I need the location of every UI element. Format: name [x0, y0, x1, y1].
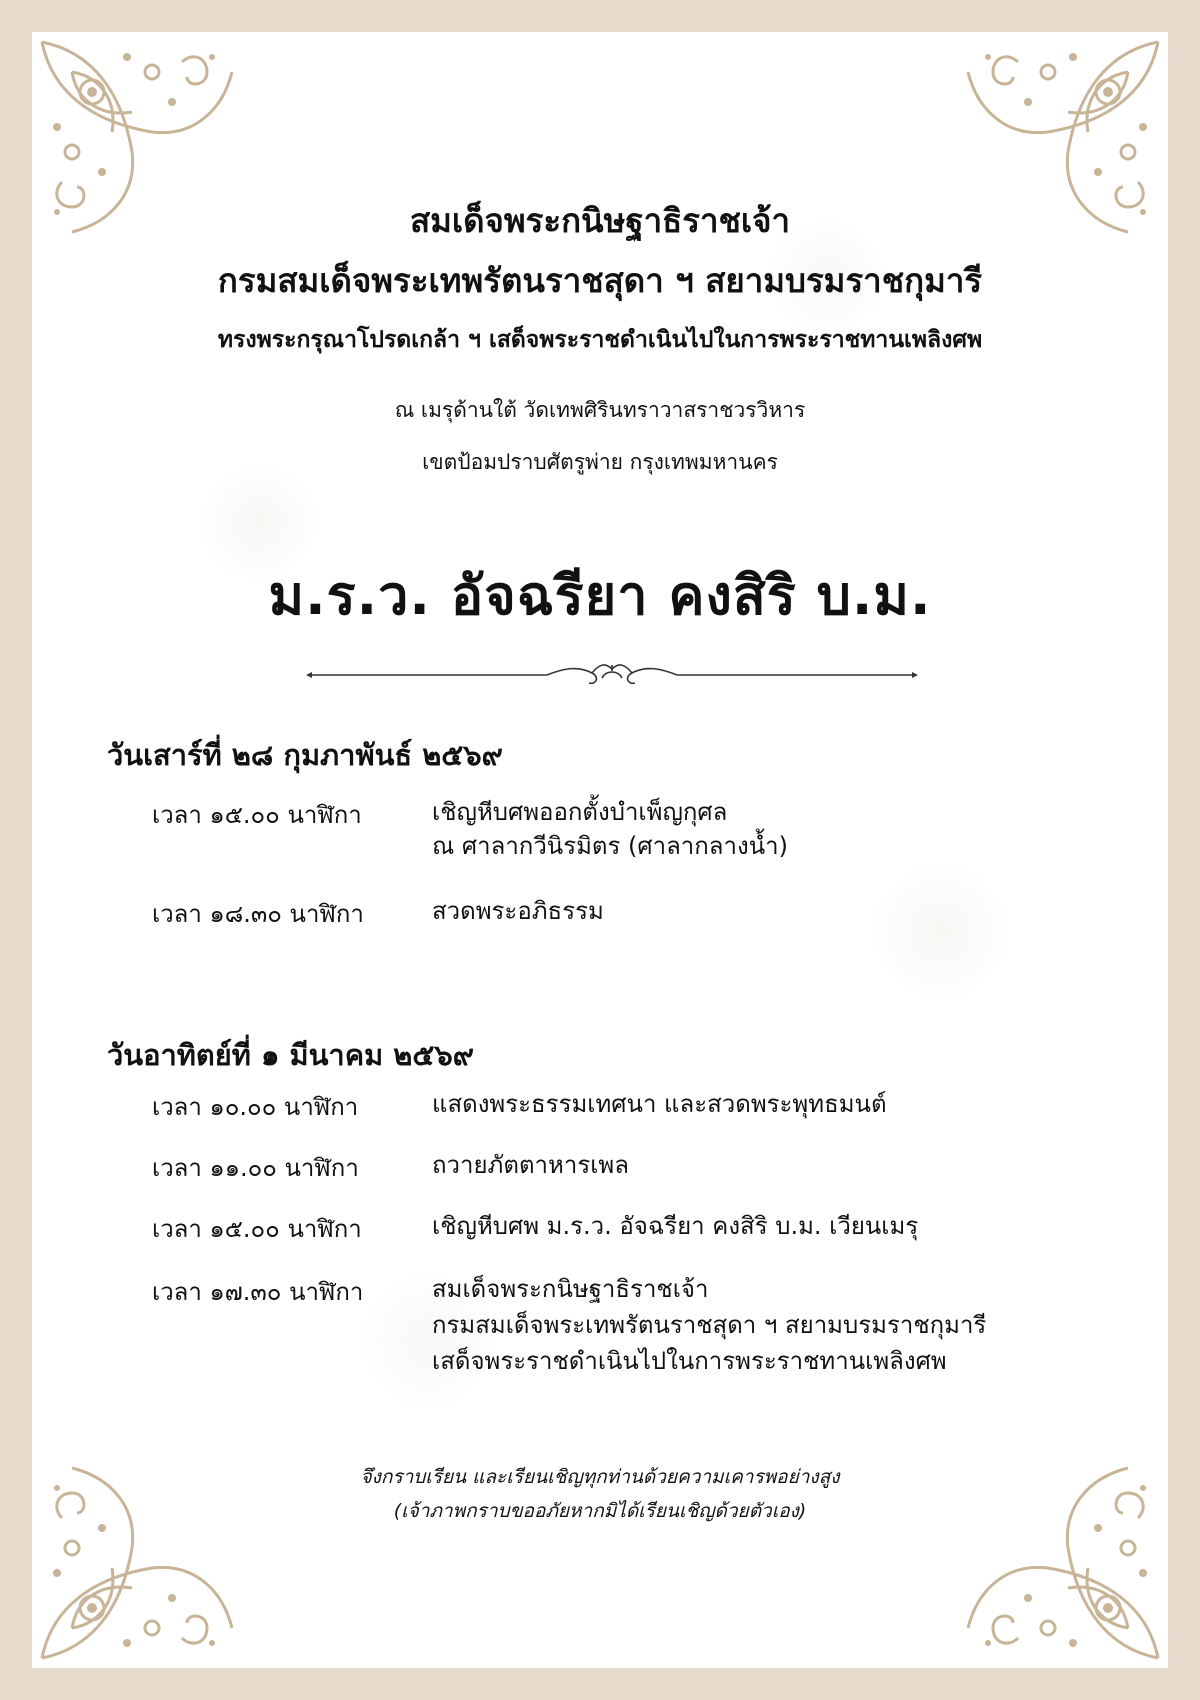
event-line: สวดพระอภิธรรม: [432, 897, 604, 925]
event-description: [432, 894, 604, 928]
deceased-name: ม.ร.ว. อัจฉรียา คงสิริ บ.ม.: [268, 564, 932, 627]
day-heading-1: วันเสาร์ที่ ๒๘ กุมภาพันธ์ ๒๕๖๙: [107, 738, 503, 772]
header-line-1: สมเด็จพระกนิษฐาธิราชเจ้า: [409, 201, 791, 240]
event-line: เชิญหีบศพออกตั้งบำเพ็ญกุศล: [432, 798, 728, 826]
event-description: [432, 795, 788, 863]
closing-line-2: (เจ้าภาพกราบขออภัยหากมิได้เรียนเชิญด้วยตัวเอง): [393, 1500, 807, 1522]
event-description: [432, 1272, 986, 1378]
event-line: แสดงพระธรรมเทศนา และสวดพระพุทธมนต์: [432, 1090, 887, 1118]
event-line: เสด็จพระราชดำเนินไปในการพระราชทานเพลิงศพ: [432, 1347, 947, 1375]
event-time: เวลา ๑๐.๐๐ นาฬิกา: [152, 1093, 359, 1121]
venue-line-1: ณ เมรุด้านใต้ วัดเทพศิรินทราวาสราชวรวิหาร: [394, 398, 806, 422]
event-line: ณ ศาลากวีนิรมิตร (ศาลากลางน้ำ): [432, 832, 788, 860]
event-time: เวลา ๑๕.๐๐ นาฬิกา: [152, 1215, 362, 1243]
event-time: เวลา ๑๘.๓๐ นาฬิกา: [152, 900, 364, 928]
closing-line-1: จึงกราบเรียน และเรียนเชิญทุกท่านด้วยความเคารพอย่างสูง: [360, 1466, 840, 1488]
event-line: ถวายภัตตาหารเพล: [432, 1151, 629, 1179]
event-time: เวลา ๑๗.๓๐ นาฬิกา: [152, 1278, 364, 1306]
invitation-card: [32, 32, 1168, 1668]
ornamental-divider: [302, 660, 922, 690]
event-line: เชิญหีบศพ ม.ร.ว. อัจฉรียา คงสิริ บ.ม. เวียนเมรุ: [432, 1212, 919, 1240]
venue-line-2: เขตป้อมปราบศัตรูพ่าย กรุงเทพมหานคร: [422, 450, 778, 474]
event-description: [432, 1209, 918, 1243]
day-heading-2: วันอาทิตย์ที่ ๑ มีนาคม ๒๕๖๙: [107, 1038, 475, 1072]
header-line-2: กรมสมเด็จพระเทพรัตนราชสุดา ฯ สยามบรมราชกุมารี: [217, 261, 983, 300]
event-time: เวลา ๑๑.๐๐ นาฬิกา: [152, 1154, 359, 1182]
header-line-3: ทรงพระกรุณาโปรดเกล้า ฯ เสด็จพระราชดำเนินไปในการพระราชทานเพลิงศพ: [217, 327, 983, 353]
event-time: เวลา ๑๕.๐๐ นาฬิกา: [152, 801, 362, 829]
event-description: [432, 1087, 887, 1121]
event-description: [432, 1148, 629, 1182]
event-line: กรมสมเด็จพระเทพรัตนราชสุดา ฯ สยามบรมราชกุมารี: [432, 1311, 987, 1339]
event-line: สมเด็จพระกนิษฐาธิราชเจ้า: [432, 1275, 709, 1303]
